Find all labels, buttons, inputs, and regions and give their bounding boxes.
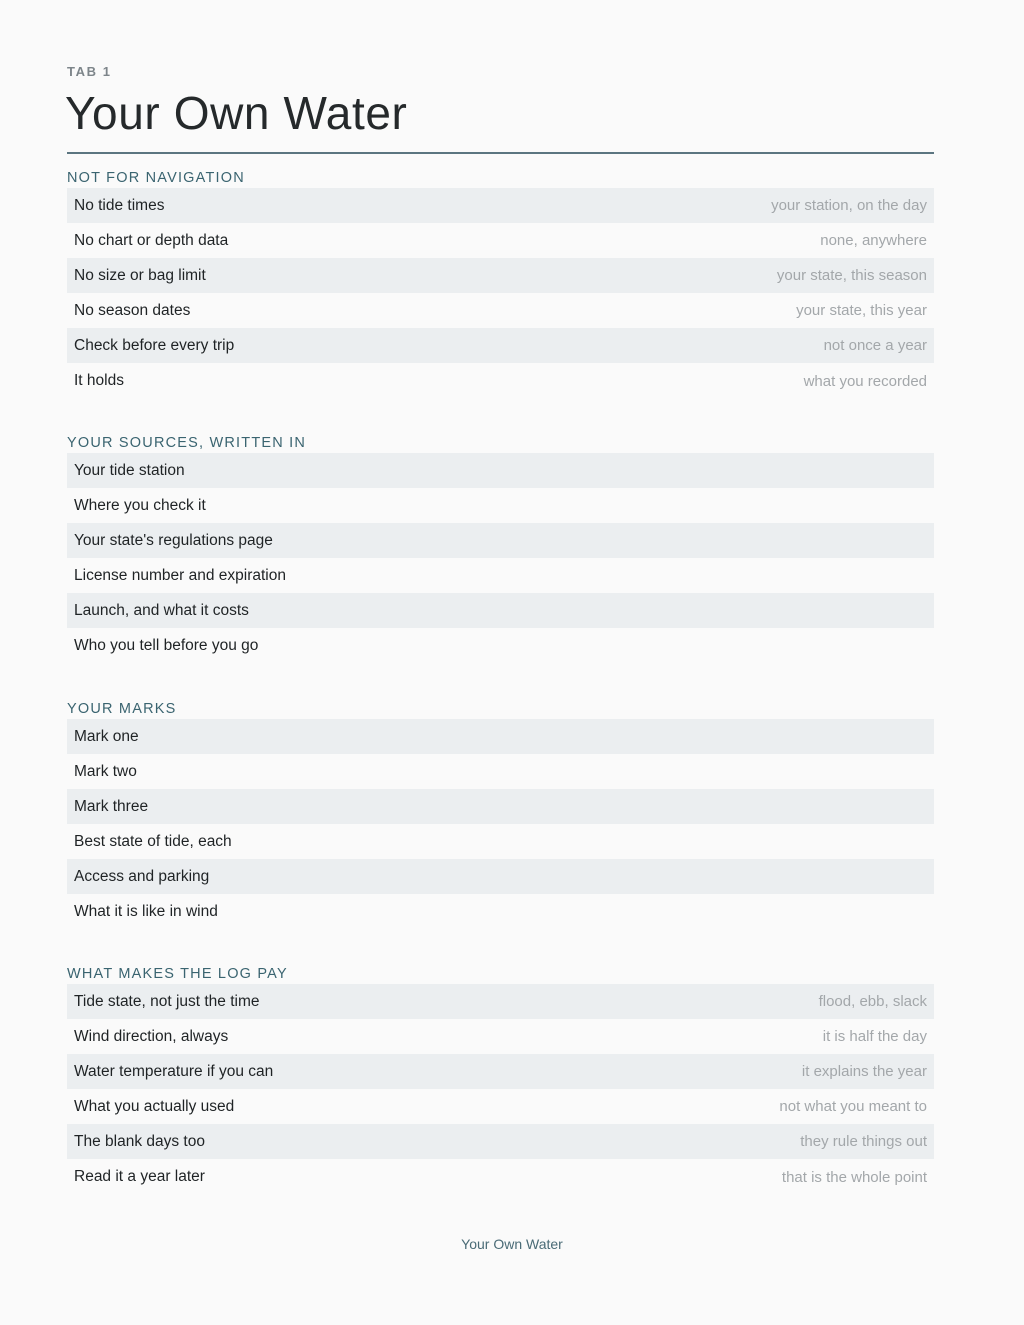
list-row xyxy=(67,188,934,223)
list-row xyxy=(67,719,934,754)
row-label: No chart or depth data xyxy=(74,231,229,249)
row-label: Best state of tide, each xyxy=(74,832,232,850)
row-label: Wind direction, always xyxy=(74,1027,229,1045)
list-row xyxy=(67,593,934,628)
row-note: not once a year xyxy=(823,337,927,355)
row-label: Tide state, not just the time xyxy=(74,992,260,1010)
row-note: it is half the day xyxy=(822,1028,927,1046)
list-row xyxy=(67,789,934,824)
list-row xyxy=(67,1019,934,1054)
row-note: your station, on the day xyxy=(771,197,927,215)
row-label: What you actually used xyxy=(74,1097,235,1115)
row-note: flood, ebb, slack xyxy=(818,993,927,1011)
section-your-sources xyxy=(67,435,934,664)
row-label: Mark three xyxy=(74,797,149,815)
row-label: It holds xyxy=(74,372,124,390)
row-label: Access and parking xyxy=(74,867,210,885)
row-label: Mark two xyxy=(74,762,137,780)
row-note: what you recorded xyxy=(803,372,927,390)
title-divider xyxy=(67,152,934,154)
list-row xyxy=(67,1054,934,1089)
list-row xyxy=(67,1159,934,1194)
row-label: License number and expiration xyxy=(74,566,286,584)
row-label: Check before every trip xyxy=(74,336,235,354)
section-heading: YOUR SOURCES, WRITTEN IN xyxy=(67,435,307,451)
section-heading: YOUR MARKS xyxy=(67,701,177,717)
tab-label: TAB 1 xyxy=(67,64,112,79)
row-label: Who you tell before you go xyxy=(74,637,259,655)
page-title: Your Own Water xyxy=(65,87,408,139)
list-row xyxy=(67,523,934,558)
row-label: The blank days too xyxy=(74,1132,205,1150)
list-row xyxy=(67,628,934,663)
row-label: Mark one xyxy=(74,727,139,745)
row-note: not what you meant to xyxy=(779,1098,927,1116)
row-note: they rule things out xyxy=(800,1133,927,1151)
section-not-for-navigation xyxy=(67,170,934,399)
list-row xyxy=(67,1089,934,1124)
row-label: Your tide station xyxy=(74,461,185,479)
list-row xyxy=(67,453,934,488)
row-label: No season dates xyxy=(74,301,191,319)
row-note: it explains the year xyxy=(801,1063,927,1081)
row-note: your state, this year xyxy=(796,302,927,320)
list-row xyxy=(67,894,934,929)
row-label: Water temperature if you can xyxy=(74,1062,274,1080)
section-heading: WHAT MAKES THE LOG PAY xyxy=(67,966,288,982)
list-row xyxy=(67,363,934,398)
list-row xyxy=(67,293,934,328)
section-what-makes-the-log-pay xyxy=(67,966,934,1195)
row-label: No size or bag limit xyxy=(74,266,206,284)
list-row xyxy=(67,1124,934,1159)
list-row xyxy=(67,859,934,894)
row-note: none, anywhere xyxy=(820,232,927,250)
section-your-marks xyxy=(67,701,934,930)
list-row xyxy=(67,754,934,789)
list-row xyxy=(67,258,934,293)
row-label: No tide times xyxy=(74,196,165,214)
row-label: Where you check it xyxy=(74,496,206,514)
section-heading: NOT FOR NAVIGATION xyxy=(67,170,245,186)
row-note: your state, this season xyxy=(776,267,927,285)
row-label: Your state's regulations page xyxy=(74,531,273,549)
row-label: What it is like in wind xyxy=(74,903,218,921)
list-row xyxy=(67,223,934,258)
list-row xyxy=(67,984,934,1019)
list-row xyxy=(67,328,934,363)
page-footer: Your Own Water xyxy=(461,1236,563,1252)
row-label: Read it a year later xyxy=(74,1168,205,1186)
list-row xyxy=(67,824,934,859)
row-note: that is the whole point xyxy=(781,1168,927,1186)
list-row xyxy=(67,488,934,523)
row-label: Launch, and what it costs xyxy=(74,601,249,619)
list-row xyxy=(67,558,934,593)
